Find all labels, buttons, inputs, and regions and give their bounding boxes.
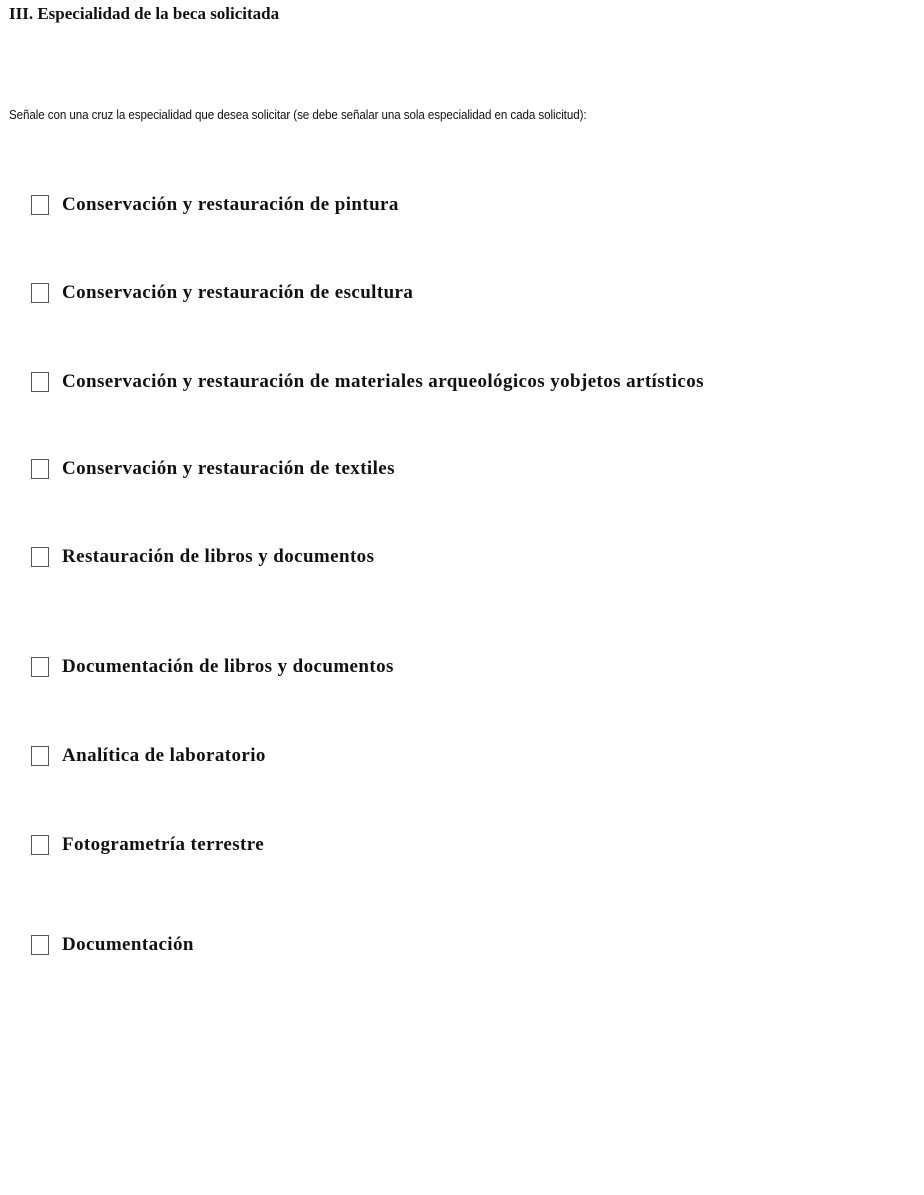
option-label: Conservación y restauración de textiles <box>62 458 395 479</box>
checkbox[interactable] <box>31 283 49 303</box>
checkbox[interactable] <box>31 657 49 677</box>
option-documentacion[interactable] <box>31 933 582 963</box>
option-pintura[interactable] <box>31 193 582 223</box>
option-label: Fotogrametría terrestre <box>62 834 265 855</box>
checkbox[interactable] <box>31 835 49 855</box>
option-label: Documentación de libros y documentos <box>62 656 394 677</box>
checkbox[interactable] <box>31 746 49 766</box>
checkbox[interactable] <box>31 372 49 392</box>
option-analitica[interactable] <box>31 744 582 774</box>
option-fotogrametria[interactable] <box>31 833 582 863</box>
checkbox[interactable] <box>31 935 49 955</box>
option-label: Conservación y restauración de materiales arqueológicos yobjetos artísticos <box>62 371 704 392</box>
option-escultura[interactable] <box>31 281 582 311</box>
checkbox[interactable] <box>31 195 49 215</box>
option-materiales-arqueologicos[interactable] <box>31 370 822 400</box>
option-restauracion-libros[interactable] <box>31 545 582 575</box>
option-documentacion-libros[interactable] <box>31 655 582 685</box>
instruction-text: Señale con una cruz la especialidad que desea solicitar (se debe señalar una sola especialidad en cada solicitud): <box>9 108 587 122</box>
option-textiles[interactable] <box>31 457 582 487</box>
option-label: Analítica de laboratorio <box>62 745 266 766</box>
option-label: Conservación y restauración de escultura <box>62 282 414 303</box>
option-label: Restauración de libros y documentos <box>62 546 375 567</box>
checkbox[interactable] <box>31 459 49 479</box>
checkbox[interactable] <box>31 547 49 567</box>
section-heading: III. Especialidad de la beca solicitada <box>9 4 280 23</box>
option-label: Conservación y restauración de pintura <box>62 194 399 215</box>
option-label: Documentación <box>62 934 194 955</box>
